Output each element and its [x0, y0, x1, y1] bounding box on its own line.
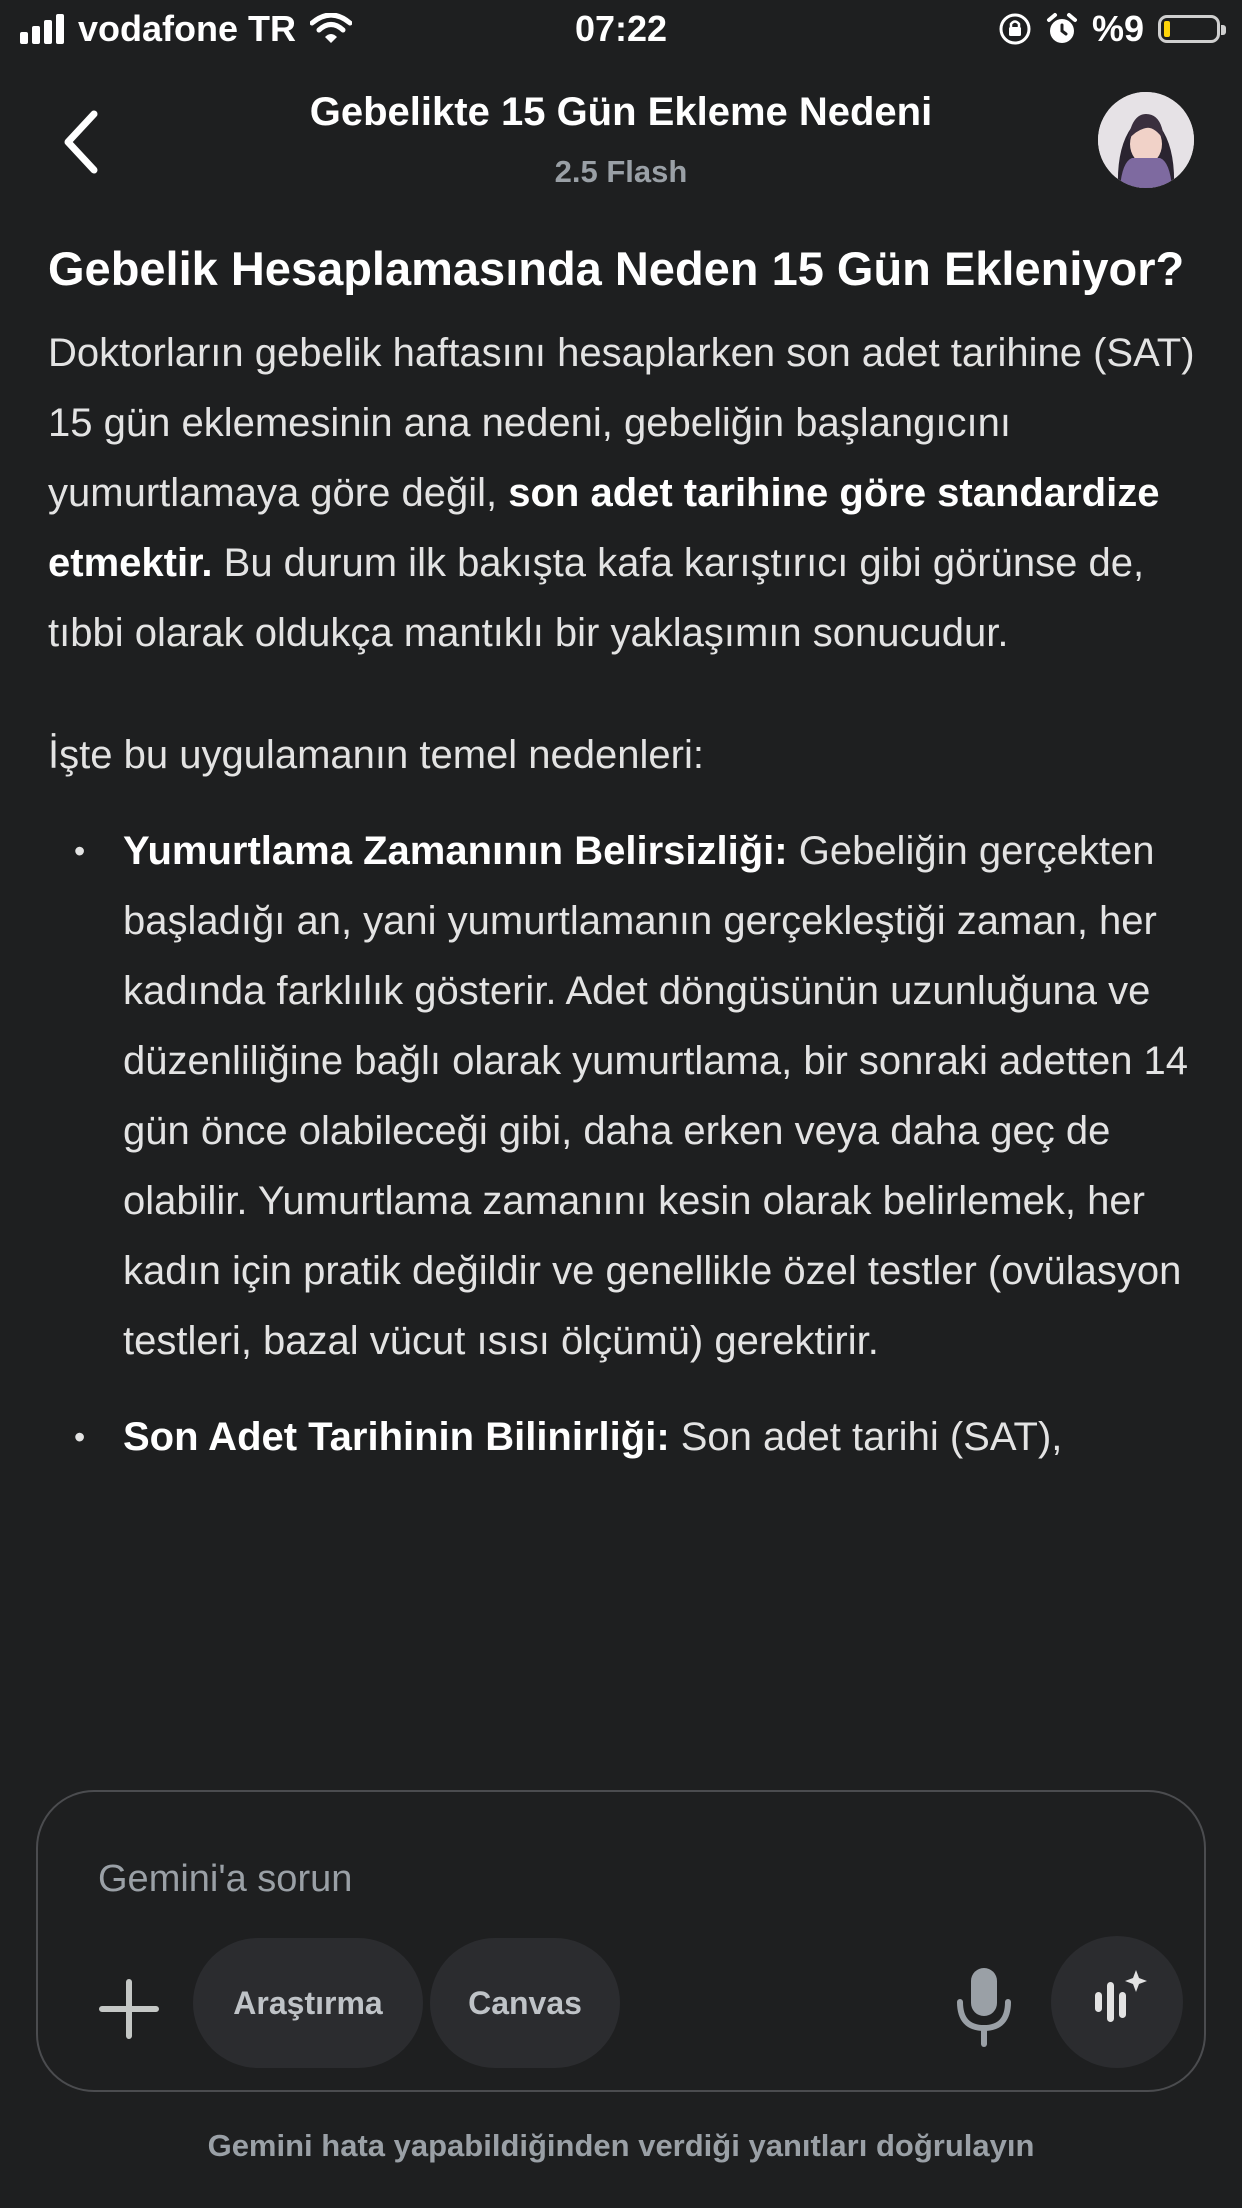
carrier-label: vodafone TR: [78, 8, 297, 49]
live-button[interactable]: [1051, 1936, 1183, 2068]
prompt-input[interactable]: Gemini'a sorun: [98, 1858, 353, 1900]
avatar[interactable]: [1098, 92, 1194, 188]
reason-title: Son Adet Tarihinin Bilinirliği:: [123, 1415, 670, 1459]
plus-icon[interactable]: [94, 1974, 164, 2044]
intro-paragraph: [48, 318, 1208, 668]
canvas-chip[interactable]: Canvas: [430, 1938, 620, 2068]
orientation-lock-icon: [998, 12, 1032, 46]
chat-header: [0, 62, 1242, 212]
live-sparkle-icon: [1051, 1936, 1183, 2068]
reasons-intro: İşte bu uygulamanın temel nedenleri:: [48, 733, 704, 777]
chat-title[interactable]: Gebelikte 15 Gün Ekleme Nedeni: [309, 90, 933, 134]
prompt-input-card: [36, 1790, 1206, 2092]
reasons-list: [48, 816, 1208, 1472]
intro-text-1: Doktorların gebelik haftasını hesaplarken son adet tarihine (SAT) 15 gün eklemesinin ana nedeni, gebeliğin başlangıcını yumurtlamaya göre değil,: [48, 331, 1195, 515]
battery-percent: %9: [1091, 8, 1144, 49]
mic-icon[interactable]: [944, 1962, 1024, 2052]
status-bar: [0, 0, 1242, 62]
reason-text: Gebeliğin gerçekten başladığı an, yani yumurtlamanın gerçekleştiği zaman, her kadında farklılık gösterir. Adet döngüsünün uzunluğuna ve düzenliliğine bağlı olarak yumurtlama, bir sonraki adetten 14 gün önce olabileceği gibi, daha erken veya daha geç de olabilir. Yumurtlama zamanını kesin olarak belirlemek, her kadın için pratik değildir ve genellikle özel testler (ovülasyon testleri, bazal vücut ısısı ölçümü) gerektirir.: [123, 829, 1189, 1363]
list-item: [48, 1402, 1208, 1472]
list-item: [48, 816, 1208, 1376]
intro-bold: son adet tarihine göre standardize etmektir.: [48, 471, 1160, 585]
reason-title: Yumurtlama Zamanının Belirsizliği:: [123, 829, 788, 873]
clock: 07:22: [574, 8, 668, 49]
battery-icon: [1158, 15, 1220, 43]
alarm-icon: [1046, 12, 1078, 46]
disclaimer: Gemini hata yapabildiğinden verdiği yanıtları doğrulayın: [207, 2128, 1035, 2163]
response-heading: Gebelik Hesaplamasında Neden 15 Gün Ekleniyor?: [48, 242, 1185, 295]
reason-text: Son adet tarihi (SAT),: [669, 1415, 1063, 1459]
research-chip[interactable]: Araştırma: [193, 1938, 423, 2068]
model-label[interactable]: 2.5 Flash: [554, 154, 688, 189]
status-right: [998, 8, 1220, 50]
intro-text-2: Bu durum ilk bakışta kafa karıştırıcı gibi görünse de, tıbbi olarak oldukça mantıklı bir yaklaşımın sonucudur.: [48, 541, 1145, 655]
response-content: [48, 230, 1208, 1778]
